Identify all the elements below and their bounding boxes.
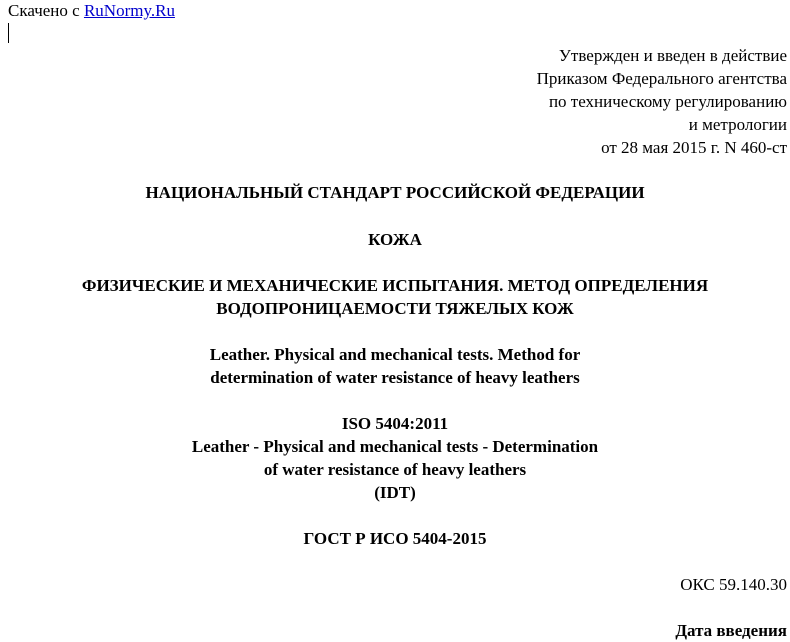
- iso-number: ISO 5404:2011: [341, 414, 449, 433]
- gost-designation: ГОСТ Р ИСО 5404-2015: [303, 529, 487, 548]
- title-en-line-2: determination of water resistance of heavy leathers: [210, 368, 580, 387]
- intro-date-label: Дата введения: [675, 621, 787, 640]
- runormy-link[interactable]: RuNormy.Ru: [83, 1, 175, 20]
- approval-line-2: Приказом Федерального агентства: [536, 69, 787, 88]
- download-source-prefix: Скачено с: [8, 1, 84, 20]
- title-ru-line-2: ВОДОПРОНИЦАЕМОСТИ ТЯЖЕЛЫХ КОЖ: [216, 299, 574, 318]
- approval-line-4: и метрологии: [688, 115, 787, 134]
- standard-type-heading: НАЦИОНАЛЬНЫЙ СТАНДАРТ РОССИЙСКОЙ ФЕДЕРАЦИИ: [145, 183, 645, 202]
- approval-line-5: от 28 мая 2015 г. N 460-ст: [601, 138, 787, 157]
- approval-line-1: Утвержден и введен в действие: [558, 46, 787, 65]
- iso-title-line-1: Leather - Physical and mechanical tests - Determination: [191, 437, 599, 456]
- title-ru-line-1: ФИЗИЧЕСКИЕ И МЕХАНИЧЕСКИЕ ИСПЫТАНИЯ. МЕТОД ОПРЕДЕЛЕНИЯ: [81, 276, 709, 295]
- download-source-line: [8, 0, 175, 22]
- text-cursor: [8, 23, 9, 43]
- title-en-line-1: Leather. Physical and mechanical tests. Method for: [209, 345, 581, 364]
- oks-code: ОКС 59.140.30: [680, 575, 787, 594]
- iso-title-line-2: of water resistance of heavy leathers: [263, 460, 527, 479]
- approval-line-3: по техническому регулированию: [548, 92, 787, 111]
- iso-degree: (IDT): [374, 483, 416, 502]
- subject-heading: КОЖА: [368, 230, 422, 249]
